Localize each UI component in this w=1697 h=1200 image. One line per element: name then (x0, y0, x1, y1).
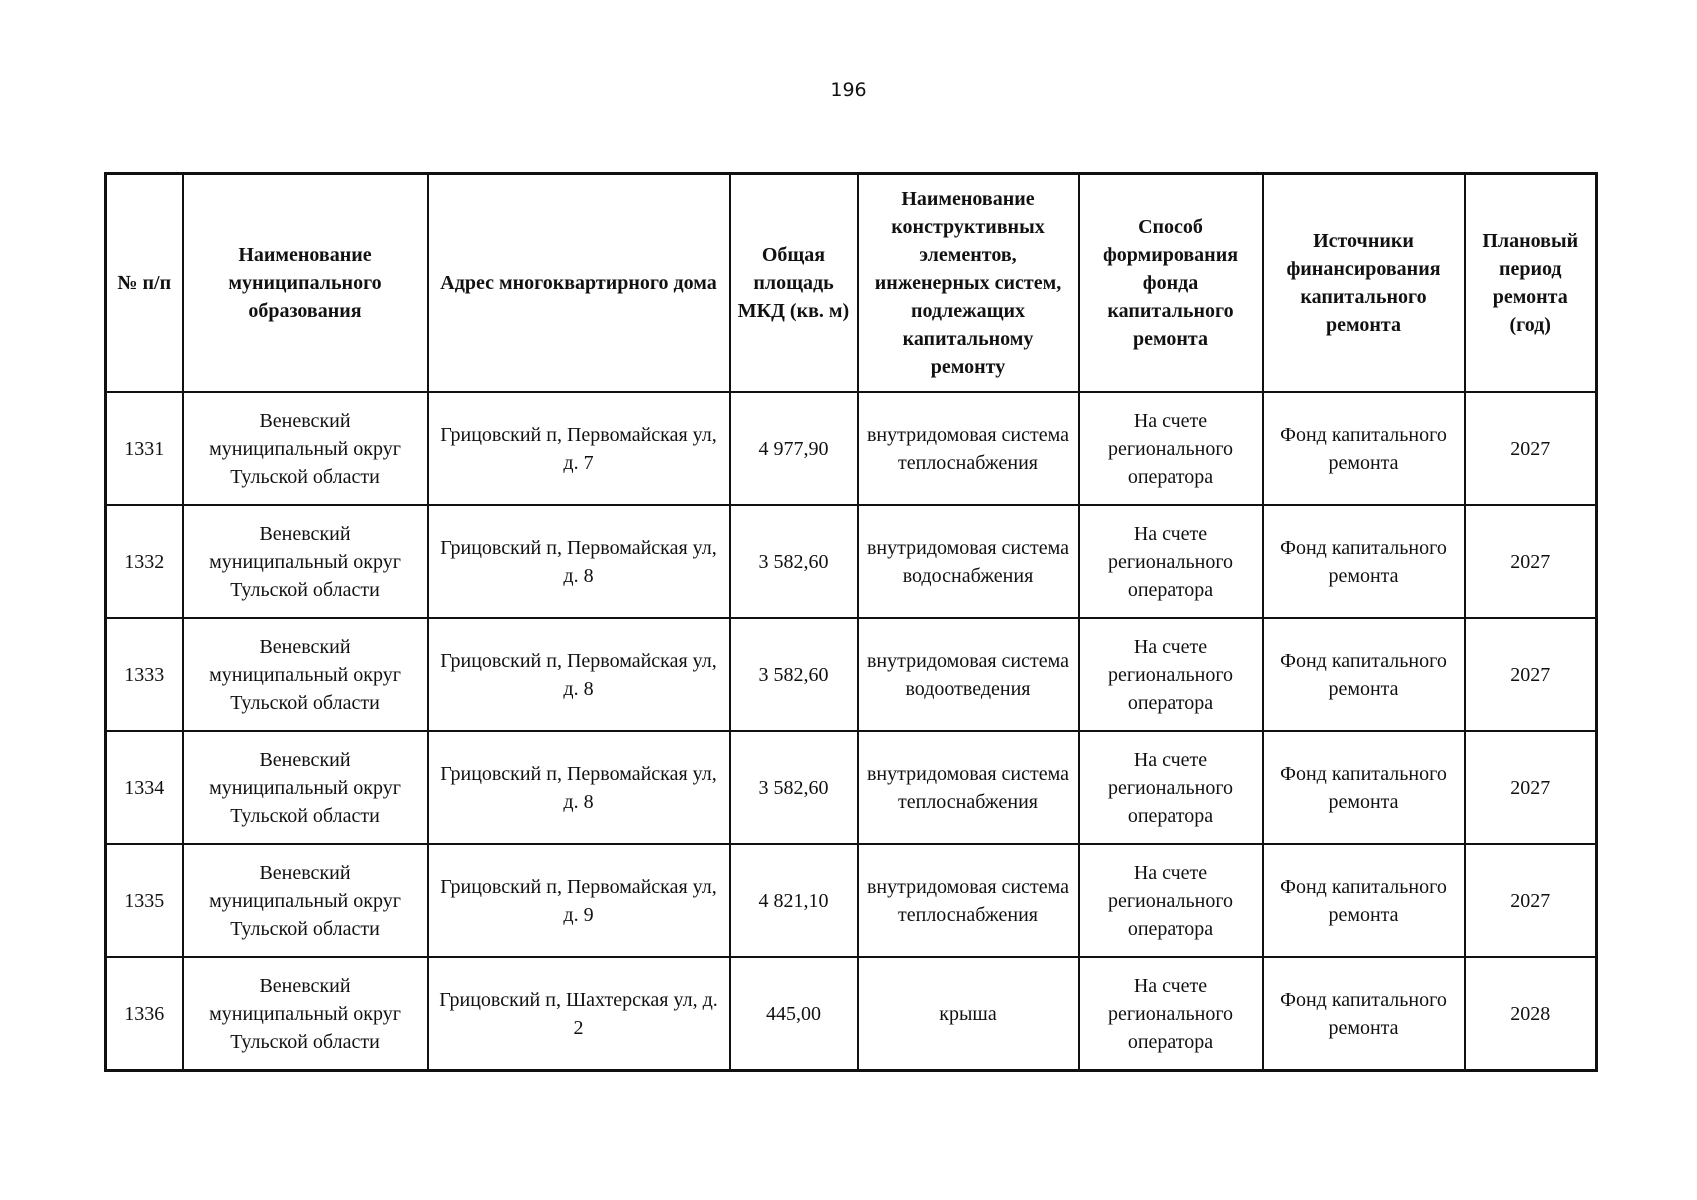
cell-address: Грицовский п, Первомайская ул, д. 8 (428, 618, 730, 731)
cell-number: 1333 (106, 618, 183, 731)
cell-municipality: Веневский муниципальный округ Тульской области (183, 505, 428, 618)
table-row (106, 844, 1597, 957)
cell-year: 2028 (1465, 957, 1597, 1071)
cell-municipality: Веневский муниципальный округ Тульской области (183, 957, 428, 1071)
cell-number: 1335 (106, 844, 183, 957)
cell-element: внутридомовая система водоснабжения (858, 505, 1079, 618)
header-elements: Наименование конструктивных элементов, инженерных систем, подлежащих капитальному ремонту (858, 174, 1079, 393)
header-funding-source: Источники финансирования капитального ремонта (1263, 174, 1465, 393)
cell-address: Грицовский п, Шахтерская ул, д. 2 (428, 957, 730, 1071)
cell-year: 2027 (1465, 844, 1597, 957)
cell-fund-method: На счете регионального оператора (1079, 844, 1263, 957)
cell-year: 2027 (1465, 392, 1597, 505)
cell-area: 3 582,60 (730, 618, 858, 731)
table-row (106, 392, 1597, 505)
cell-municipality: Веневский муниципальный округ Тульской области (183, 392, 428, 505)
cell-area: 3 582,60 (730, 505, 858, 618)
header-planned-year: Плановый период ремонта (год) (1465, 174, 1597, 393)
cell-fund-method: На счете регионального оператора (1079, 957, 1263, 1071)
cell-address: Грицовский п, Первомайская ул, д. 7 (428, 392, 730, 505)
cell-address: Грицовский п, Первомайская ул, д. 8 (428, 505, 730, 618)
cell-element: крыша (858, 957, 1079, 1071)
cell-funding-source: Фонд капитального ремонта (1263, 731, 1465, 844)
cell-fund-method: На счете регионального оператора (1079, 505, 1263, 618)
cell-municipality: Веневский муниципальный округ Тульской области (183, 731, 428, 844)
cell-number: 1332 (106, 505, 183, 618)
cell-year: 2027 (1465, 505, 1597, 618)
cell-area: 445,00 (730, 957, 858, 1071)
table-header-row (106, 174, 1597, 393)
header-address: Адрес многоквартирного дома (428, 174, 730, 393)
header-area: Общая площадь МКД (кв. м) (730, 174, 858, 393)
cell-element: внутридомовая система теплоснабжения (858, 392, 1079, 505)
cell-number: 1334 (106, 731, 183, 844)
capital-repair-table (104, 172, 1598, 1072)
cell-area: 4 977,90 (730, 392, 858, 505)
cell-area: 3 582,60 (730, 731, 858, 844)
cell-funding-source: Фонд капитального ремонта (1263, 618, 1465, 731)
cell-element: внутридомовая система водоотведения (858, 618, 1079, 731)
header-municipality: Наименование муниципального образования (183, 174, 428, 393)
cell-address: Грицовский п, Первомайская ул, д. 9 (428, 844, 730, 957)
cell-funding-source: Фонд капитального ремонта (1263, 844, 1465, 957)
cell-municipality: Веневский муниципальный округ Тульской области (183, 618, 428, 731)
cell-fund-method: На счете регионального оператора (1079, 731, 1263, 844)
cell-fund-method: На счете регионального оператора (1079, 618, 1263, 731)
header-number: № п/п (106, 174, 183, 393)
cell-number: 1336 (106, 957, 183, 1071)
cell-year: 2027 (1465, 618, 1597, 731)
cell-element: внутридомовая система теплоснабжения (858, 731, 1079, 844)
cell-year: 2027 (1465, 731, 1597, 844)
table-row (106, 957, 1597, 1071)
cell-funding-source: Фонд капитального ремонта (1263, 392, 1465, 505)
page-number: 196 (830, 79, 867, 101)
cell-number: 1331 (106, 392, 183, 505)
cell-element: внутридомовая система теплоснабжения (858, 844, 1079, 957)
cell-area: 4 821,10 (730, 844, 858, 957)
header-fund-method: Способ формирования фонда капитального ремонта (1079, 174, 1263, 393)
table-row (106, 618, 1597, 731)
cell-municipality: Веневский муниципальный округ Тульской области (183, 844, 428, 957)
cell-fund-method: На счете регионального оператора (1079, 392, 1263, 505)
cell-funding-source: Фонд капитального ремонта (1263, 505, 1465, 618)
cell-address: Грицовский п, Первомайская ул, д. 8 (428, 731, 730, 844)
table-row (106, 731, 1597, 844)
cell-funding-source: Фонд капитального ремонта (1263, 957, 1465, 1071)
table-row (106, 505, 1597, 618)
